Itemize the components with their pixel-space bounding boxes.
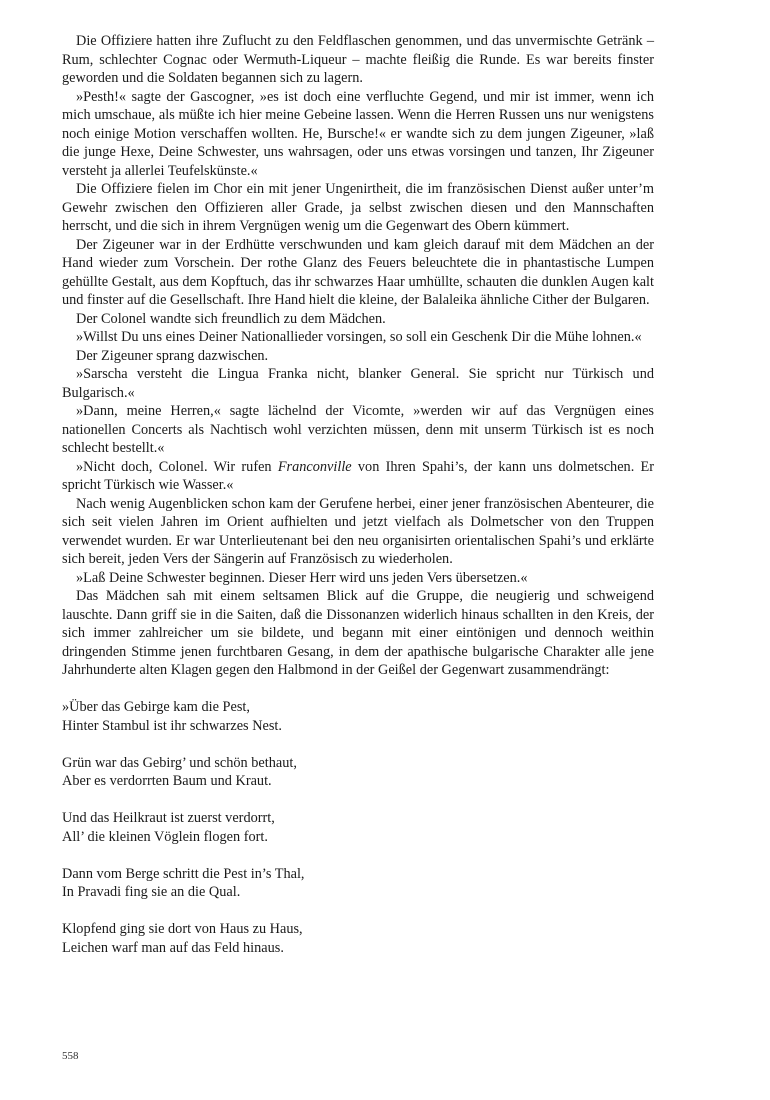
paragraph: »Sarscha versteht die Lingua Franka nicht, blanker General. Sie spricht nur Türkisch und Bulgarisch.« (62, 366, 654, 401)
poem-line: Grün war das Gebirg’ und schön bethaut, (62, 754, 297, 771)
poem-line: »Über das Gebirge kam die Pest, (62, 699, 250, 715)
poem-line: Hinter Stambul ist ihr schwarzes Nest. (62, 717, 282, 734)
italic-name: Franconville (277, 458, 352, 475)
poem-line: Aber es verdorrten Baum und Kraut. (62, 773, 272, 789)
paragraph: Der Colonel wandte sich freundlich zu dem Mädchen. (76, 310, 386, 327)
poem (62, 698, 654, 957)
paragraph: »Dann, meine Herren,« sagte lächelnd der Vicomte, »werden wir auf das Vergnügen eines nationellen Concerts als Nachtisch wohl verzichten müssen, denn mit unserm Türkisch ist es noch schlecht bestellt.« (62, 403, 654, 456)
paragraph: Die Offiziere hatten ihre Zuflucht zu den Feldflaschen genommen, und das unvermischte Getränk – Rum, schlechter Cognac oder Wermuth-Liqueur – machte fleißig die Runde. Es war bereits finster geworden und die Soldaten begannen sich zu lagern. (62, 33, 654, 86)
poem-line: All’ die kleinen Vöglein flogen fort. (62, 828, 268, 845)
text-span: von Ihren Spahi’s, der kann uns dolmetschen. Er spricht Türkisch wie Wasser.« (62, 458, 654, 493)
poem-stanza (62, 754, 654, 791)
poem-line: Leichen warf man auf das Feld hinaus. (62, 939, 284, 956)
paragraph: Die Offiziere fielen im Chor ein mit jener Ungenirtheit, die im französischen Dienst außer unter’m Gewehr zwischen den Offizieren aller Grade, ja selbst zwischen diesen und den Mannschaften herrscht, und die sich in ihrem Vergnügen wenig um die Gegenwart des Obern kümmert. (62, 181, 654, 234)
text-span: »Nicht doch, Colonel. Wir rufen (76, 458, 278, 475)
paragraph: Der Zigeuner war in der Erdhütte verschwunden und kam gleich darauf mit dem Mädchen an der Hand wieder zum Vorschein. Der rothe Glanz des Feuers beleuchtete die in phantastische Lumpen gehüllte Gestalt, aus dem Kopftuch, das ihr schwarzes Haar umhüllte, schauten die dunklen Augen kalt und finster auf die Gesellschaft. Ihre Hand hielt die kleine, der Balaleika ähnliche Cither der Bulgaren. (62, 236, 654, 308)
poem-stanza (62, 920, 654, 957)
page-number: 558 (62, 1050, 79, 1062)
paragraph-franconville (62, 458, 654, 495)
poem-line: Klopfend ging sie dort von Haus zu Haus, (62, 921, 303, 937)
paragraph: »Laß Deine Schwester beginnen. Dieser Herr wird uns jeden Vers übersetzen.« (76, 569, 528, 586)
page-text (62, 32, 654, 976)
poem-line: Dann vom Berge schritt die Pest in’s Thal, (62, 865, 305, 882)
paragraph: Nach wenig Augenblicken schon kam der Gerufene herbei, einer jener französischen Abenteurer, die sich seit vielen Jahren im Orient aufhielten und jetzt vielfach als Dolmetscher von den Truppen verwendet wurden. Er war Unterlieutenant bei den neu organisirten orientalischen Spahi’s und erklärte sich bereit, jeden Vers der Sängerin auf Französisch zu wiederholen. (62, 495, 654, 567)
poem-line: Und das Heilkraut ist zuerst verdorrt, (62, 810, 275, 826)
paragraph: »Willst Du uns eines Deiner Nationallieder vorsingen, so soll ein Geschenk Dir die Mühe lohnen.« (76, 329, 642, 345)
paragraph: »Pesth!« sagte der Gascogner, »es ist doch eine verfluchte Gegend, und mir ist immer, wenn ich mich umschaue, als müßte ich hier meine Gebeine lassen. Wenn die Herren Russen uns nur wenigstens noch einige Motion verschaffen wollten. He, Bursche!« er wandte sich zu dem jungen Zigeuner, »laß die junge Hexe, Deine Schwester, uns wahrsagen, oder uns etwas vorsingen und tanzen, Ihr Zigeuner versteht ja allerlei Teufelskünste.« (62, 88, 654, 179)
paragraph: Der Zigeuner sprang dazwischen. (76, 347, 269, 364)
paragraph: Das Mädchen sah mit einem seltsamen Blick auf die Gruppe, die neugierig und schweigend lauschte. Dann griff sie in die Saiten, daß die Dissonanzen widerlich hinaus schallten in den Kreis, der sich immer zahlreicher um sie bildete, und begann mit einer eintönigen und dennoch weithin dringenden Stimme jenen furchtbaren Gesang, in dem der apathische bulgarische Charakter alle jene Jahrhunderte alten Klagen gegen den Halbmond in der Geißel der Gegenwart zusammendrängt: (62, 588, 654, 678)
poem-stanza (62, 698, 654, 735)
poem-stanza (62, 865, 654, 902)
poem-line: In Pravadi fing sie an die Qual. (62, 884, 241, 900)
poem-stanza (62, 809, 654, 846)
